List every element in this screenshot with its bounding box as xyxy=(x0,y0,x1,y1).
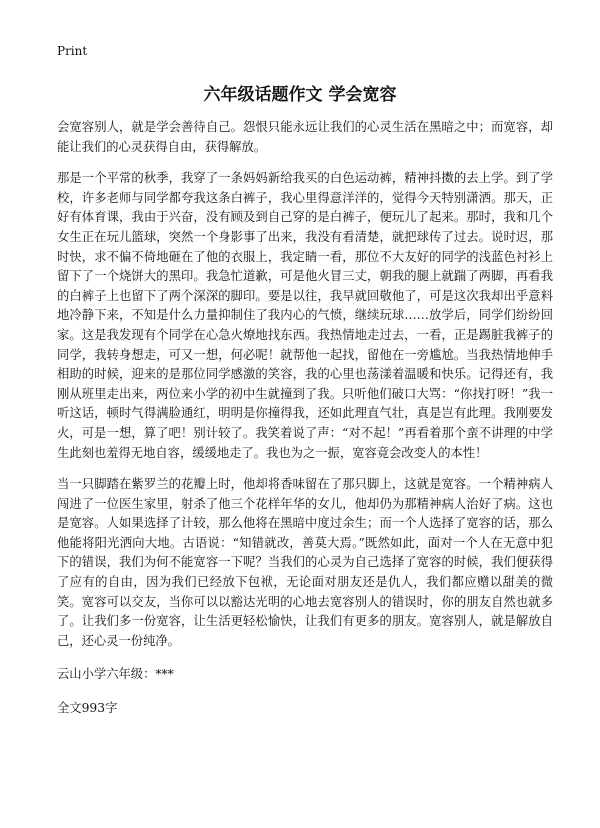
word-count: 全文993字 xyxy=(57,701,118,716)
paragraph-conclusion: 当一只脚踏在紫罗兰的花瓣上时，他却将香味留在了那只脚上，这就是宽容。一个精神病人闯进了一位医生家里，射杀了他三个花样年华的女儿，他却仍为那精神病人治好了病。这也是宽容。人如果选择了计较，那么他将在黑暗中度过余生；而一个人选择了宽容的话，那么他能将阳光洒向大地。古语说：“知错就改，善莫大焉。”既然如此，面对一个人在无意中犯下的错误，我们为何不能宽容一下呢？当我们的心灵为自己选择了宽容的时候，我们便获得了应有的自由，因为我们已经放下包袱，无论面对朋友还是仇人，我们都应赠以甜美的微笑。宽容可以交友，当你可以以豁达光明的心地去宽容别人的错误时，你的朋友自然也就多了。让我们多一份宽容，让生活更轻松愉快，让我们有更多的朋友。宽容别人，就是解放自己，还心灵一份纯净。 xyxy=(57,477,553,648)
article-body xyxy=(57,118,553,719)
page-title: 六年级话题作文 学会宽容 xyxy=(203,85,397,105)
author-line: 云山小学六年级：*** xyxy=(57,667,174,682)
print-link[interactable]: Print xyxy=(57,44,88,58)
paragraph-intro: 会宽容别人，就是学会善待自己。怨恨只能永远让我们的心灵生活在黑暗之中；而宽容，却能让我们的心灵获得自由，获得解放。 xyxy=(57,120,553,154)
paragraph-story: 那是一个平常的秋季，我穿了一条妈妈新给我买的白色运动裤，精神抖擞的去上学。到了学校，许多老师与同学都夸我这条白裤子，我心里得意洋洋的，觉得今天特别潇洒。那天，正好有体育课，我由于兴奋，没有顾及到自己穿的是白裤子，便玩儿了起来。那时，我和几个女生正在玩儿篮球，突然一个身影事了出来，我没有看清楚，就把球传了过去。说时迟，那时快，求不偏不倚地砸在了他的衣服上，我定睛一看，那位不大友好的同学的浅蓝色衬衫上留下了一个烧饼大的黑印。我急忙道歉，可是他火冒三丈，朝我的腿上就踹了两脚，再看我的白裤子上也留下了两个深深的脚印。要是以往，我早就回敬他了，可是这次我却出乎意料地冷静下来，不知是什么力量抑制住了我内心的气愤，继续玩球……放学后，同学们纷纷回家。这是我发现有个同学在心急火燎地找东西。我热情地走过去，一看，正是踢脏我裤子的同学，我转身想走，可又一想，何必呢！就帮他一起找，留他在一旁尴尬。当我热情地伸手相助的时候，迎来的是那位同学感激的笑容，我的心里也荡漾着温暖和快乐。记得还有，我刚从班里走出来，两位来小学的初中生就撞到了我。只听他们破口大骂：“你找打呀！”我一听这话，顿时气得满脸通红，明明是你撞得我，还如此理直气壮，真是岂有此理。我刚要发火，可是一想，算了吧！别计较了。我笑着说了声：“对不起！”再看着那个蛮不讲理的中学生此刻也羞得无地自容，缓缓地走了。我也为之一振，宽容竟会改变人的本性！ xyxy=(57,171,553,460)
